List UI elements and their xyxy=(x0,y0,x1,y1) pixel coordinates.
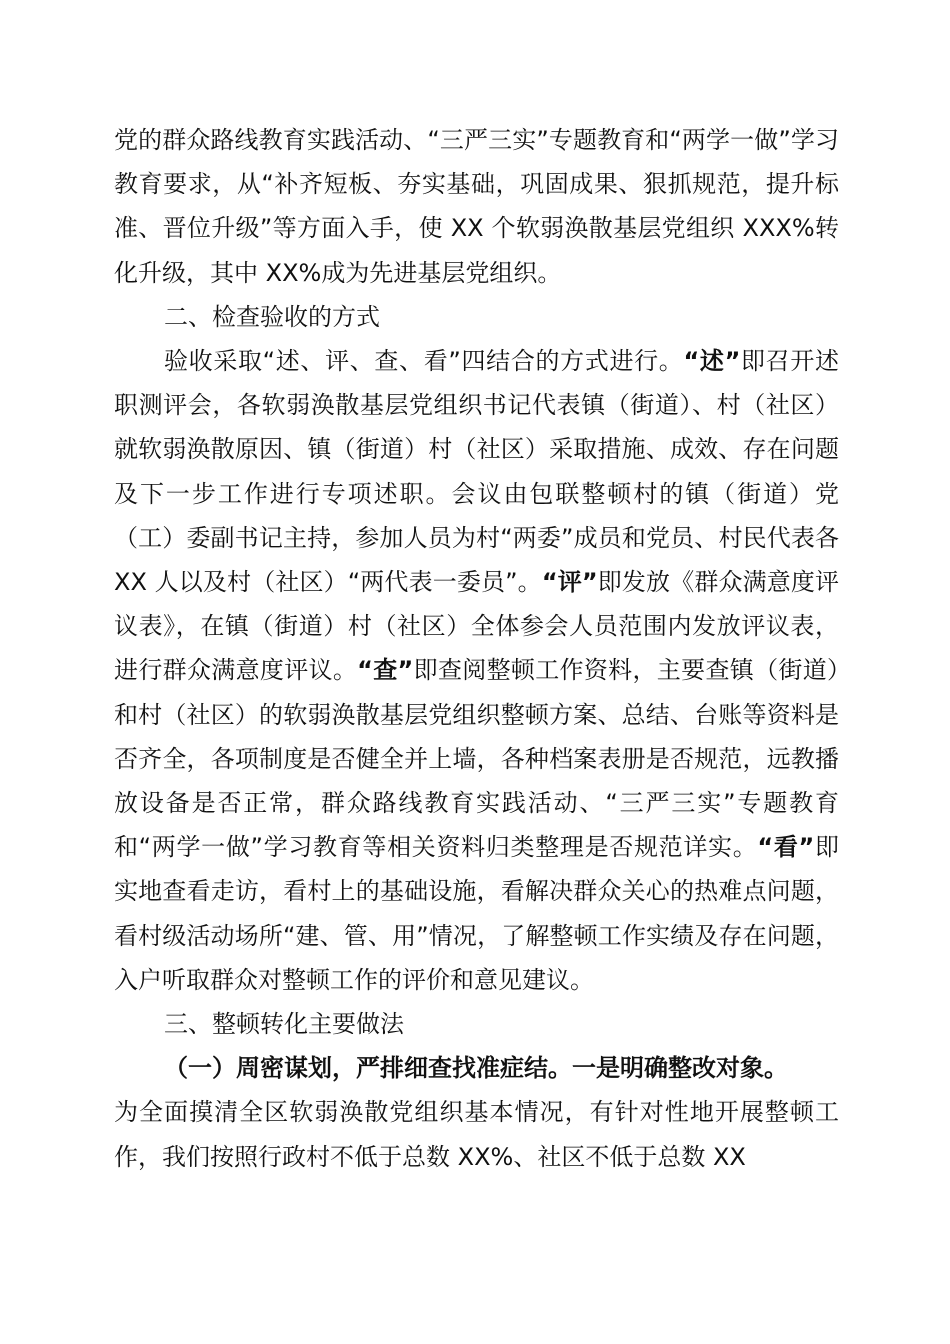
text-run: 即发放《群众满意度评议表》，在镇（街道）村（社区）全体参会人员范围内发放评议表，进行群众满意度评议。 xyxy=(114,568,840,685)
document-body xyxy=(114,118,839,1179)
paragraph-intro-continued: 党的群众路线教育实践活动、“三严三实”专题教育和“两学一做”学习教育要求，从“补齐短板、夯实基础，巩固成果、狠抓规范，提升标准、晋位升级”等方面入手，使 XX 个软弱涣散基层党组织 XXX%转化升级，其中 XX%成为先进基层党组织。 xyxy=(114,126,839,287)
text-run: 即实地查看走访，看村上的基础设施，看解决群众关心的热难点问题，看村级活动场所“建、管、用”情况，了解整顿工作实绩及存在问题，入户听取群众对整顿工作的评价和意见建议。 xyxy=(114,833,839,994)
subsection-heading-1: （一）周密谋划，严排细查找准症结。一是明确整改对象。 xyxy=(164,1054,788,1083)
paragraph-inspection-method xyxy=(114,339,839,1002)
text-run: 验收采取“述、评、查、看”四结合的方式进行。 xyxy=(164,347,684,376)
section-heading-3: 三、整顿转化主要做法 xyxy=(164,1010,404,1039)
keyword-cha: “查” xyxy=(357,656,414,685)
text-run: 即召开述职测评会，各软弱涣散基层党组织书记代表镇（街道）、村（社区）就软弱涣散原因、镇（街道）村（社区）采取措施、成效、存在问题及下一步工作进行专项述职。会议由包联整顿村的镇（街道）党（工）委副书记主持，参加人员为村“两委”成员和党员、村民代表各 XX 人以及村（社区）“两代表一委员”。 xyxy=(114,347,839,597)
keyword-ping: “评” xyxy=(541,568,598,597)
paragraph-rectification: 为全面摸清全区软弱涣散党组织基本情况，有针对性地开展整顿工作，我们按照行政村不低于总数 XX%、社区不低于总数 XX xyxy=(114,1098,839,1171)
keyword-kan: “看” xyxy=(757,833,815,862)
section-heading-2: 二、检查验收的方式 xyxy=(164,302,380,331)
keyword-shu: “述” xyxy=(683,347,741,376)
text-run: 即查阅整顿工作资料，主要查镇（街道）和村（社区）的软弱涣散基层党组织整顿方案、总结、台账等资料是否齐全，各项制度是否健全并上墙，各种档案表册是否规范，远教播放设备是否正常，群众路线教育实践活动、“三严三实”专题教育和“两学一做”学习教育等相关资料归类整理是否规范详实。 xyxy=(114,656,840,862)
